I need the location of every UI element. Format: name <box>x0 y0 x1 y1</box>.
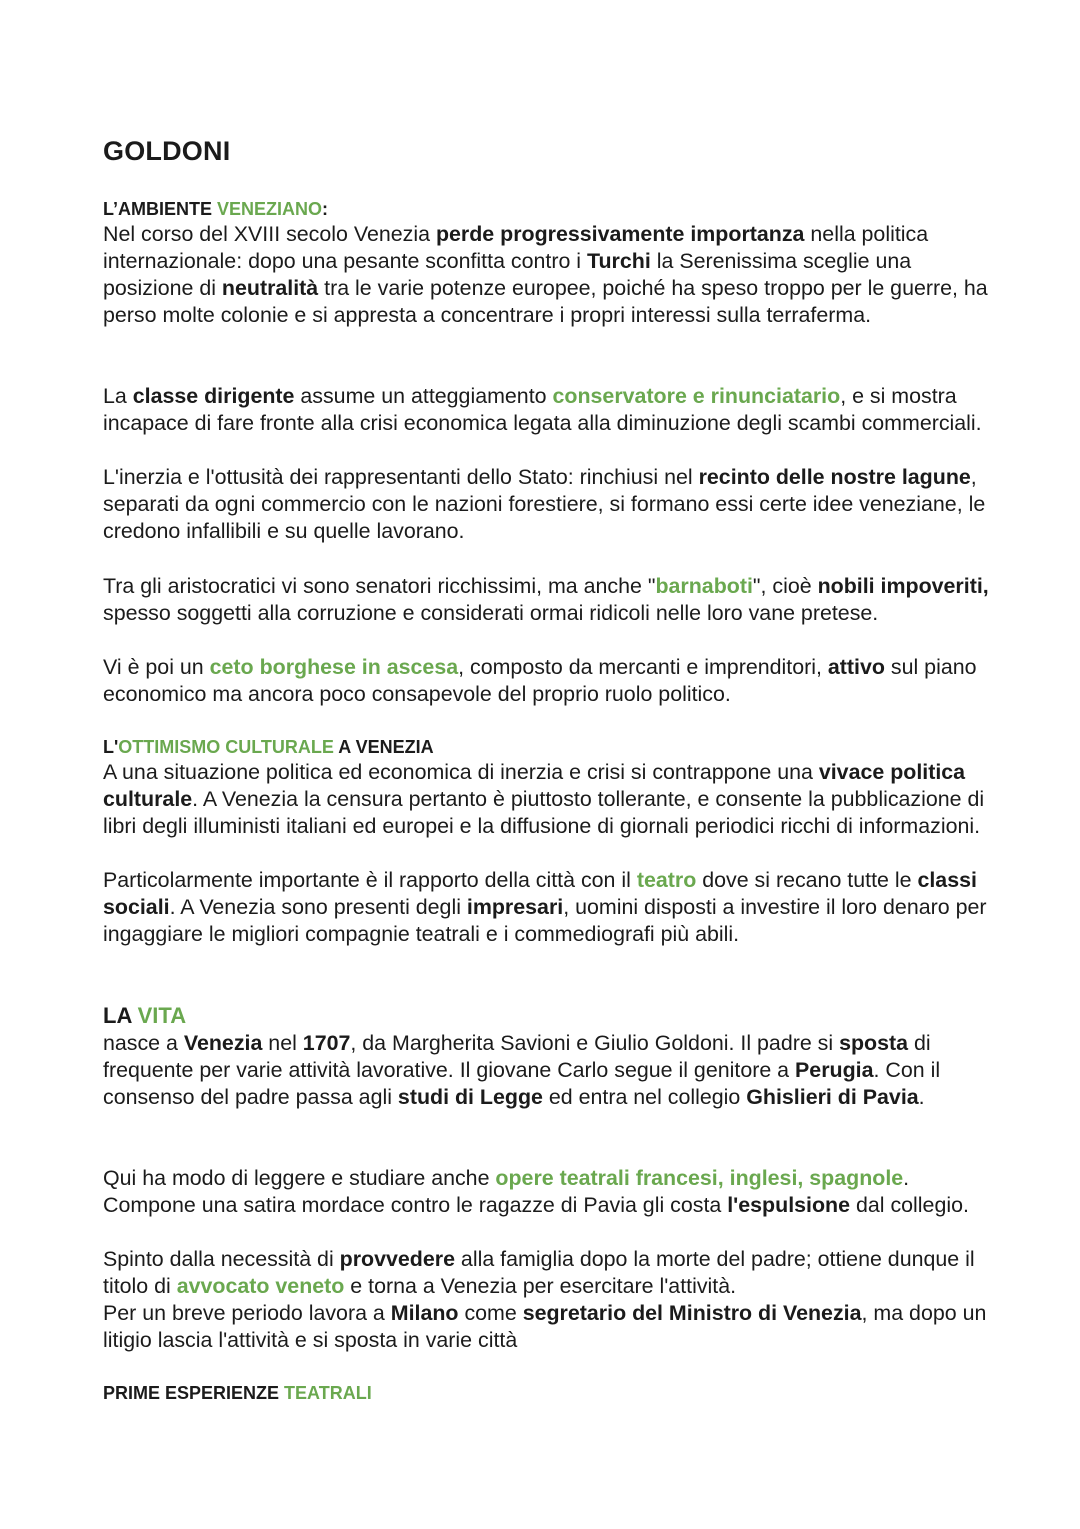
document-title: GOLDONI <box>103 136 231 166</box>
paragraph: nasce a Venezia nel 1707, da Margherita Savioni e Giulio Goldoni. Il padre si sposta di frequente per varie attività lavorative. Il giovane Carlo segue il genitore a Perugia. Con il consenso del padre passa agli studi di Legge ed entra nel collegio Ghislieri di Pavia. <box>103 1031 941 1109</box>
paragraph: Tra gli aristocratici vi sono senatori ricchissimi, ma anche "barnaboti", cioè nobili impoveriti, spesso soggetti alla corruzione e considerati ormai ridicoli nelle loro vane pretese. <box>103 574 989 625</box>
paragraph: A una situazione politica ed economica di inerzia e crisi si contrappone una vivace politica culturale. A Venezia la censura pertanto è piuttosto tollerante, e consente la pubblicazione di libri degli illuministi italiani ed europei e la diffusione di giornali periodici ricchi di informazioni. <box>103 760 985 838</box>
paragraph: Nel corso del XVIII secolo Venezia perde progressivamente importanza nella politica internazionale: dopo una pesante sconfitta contro i Turchi la Serenissima sceglie una posizione di neutralità tra le varie potenze europee, poiché ha speso troppo per le guerre, ha perso molte colonie e si appresta a concentrare i propri interessi sulla terraferma. <box>103 222 988 327</box>
paragraph: Spinto dalla necessità di provvedere alla famiglia dopo la morte del padre; ottiene dunque il titolo di avvocato veneto e torna a Venezia per esercitare l'attività. <box>103 1247 975 1298</box>
heading-ottimismo-culturale: L'OTTIMISMO CULTURALE A VENEZIA <box>103 737 434 757</box>
paragraph: L'inerzia e l'ottusità dei rappresentanti dello Stato: rinchiusi nel recinto delle nostre lagune, separati da ogni commercio con le nazioni forestiere, si formano essi certe idee veneziane, le credono infallibili e su quelle lavorano. <box>103 465 986 543</box>
paragraph: La classe dirigente assume un atteggiamento conservatore e rinunciatario, e si mostra incapace di fare fronte alla crisi economica legata alla diminuzione degli scambi commerciali. <box>103 384 982 435</box>
paragraph: Per un breve periodo lavora a Milano come segretario del Ministro di Venezia, ma dopo un litigio lascia l'attività e si sposta in varie città <box>103 1301 987 1352</box>
heading-la-vita: LA VITA <box>103 1003 187 1028</box>
paragraph: Particolarmente importante è il rapporto della città con il teatro dove si recano tutte le classi sociali. A Venezia sono presenti degli impresari, uomini disposti a investire il loro denaro per ingaggiare le migliori compagnie teatrali e i commediografi più abili. <box>103 868 987 946</box>
paragraph: Qui ha modo di leggere e studiare anche opere teatrali francesi, inglesi, spagnole. Compone una satira mordace contro le ragazze di Pavia gli costa l'espulsione dal collegio. <box>103 1166 969 1217</box>
heading-prime-esperienze: PRIME ESPERIENZE TEATRALI <box>103 1383 372 1403</box>
heading-ambiente-veneziano: L’AMBIENTE VENEZIANO: <box>103 199 329 219</box>
paragraph: Vi è poi un ceto borghese in ascesa, composto da mercanti e imprenditori, attivo sul piano economico ma ancora poco consapevole del proprio ruolo politico. <box>103 655 977 706</box>
